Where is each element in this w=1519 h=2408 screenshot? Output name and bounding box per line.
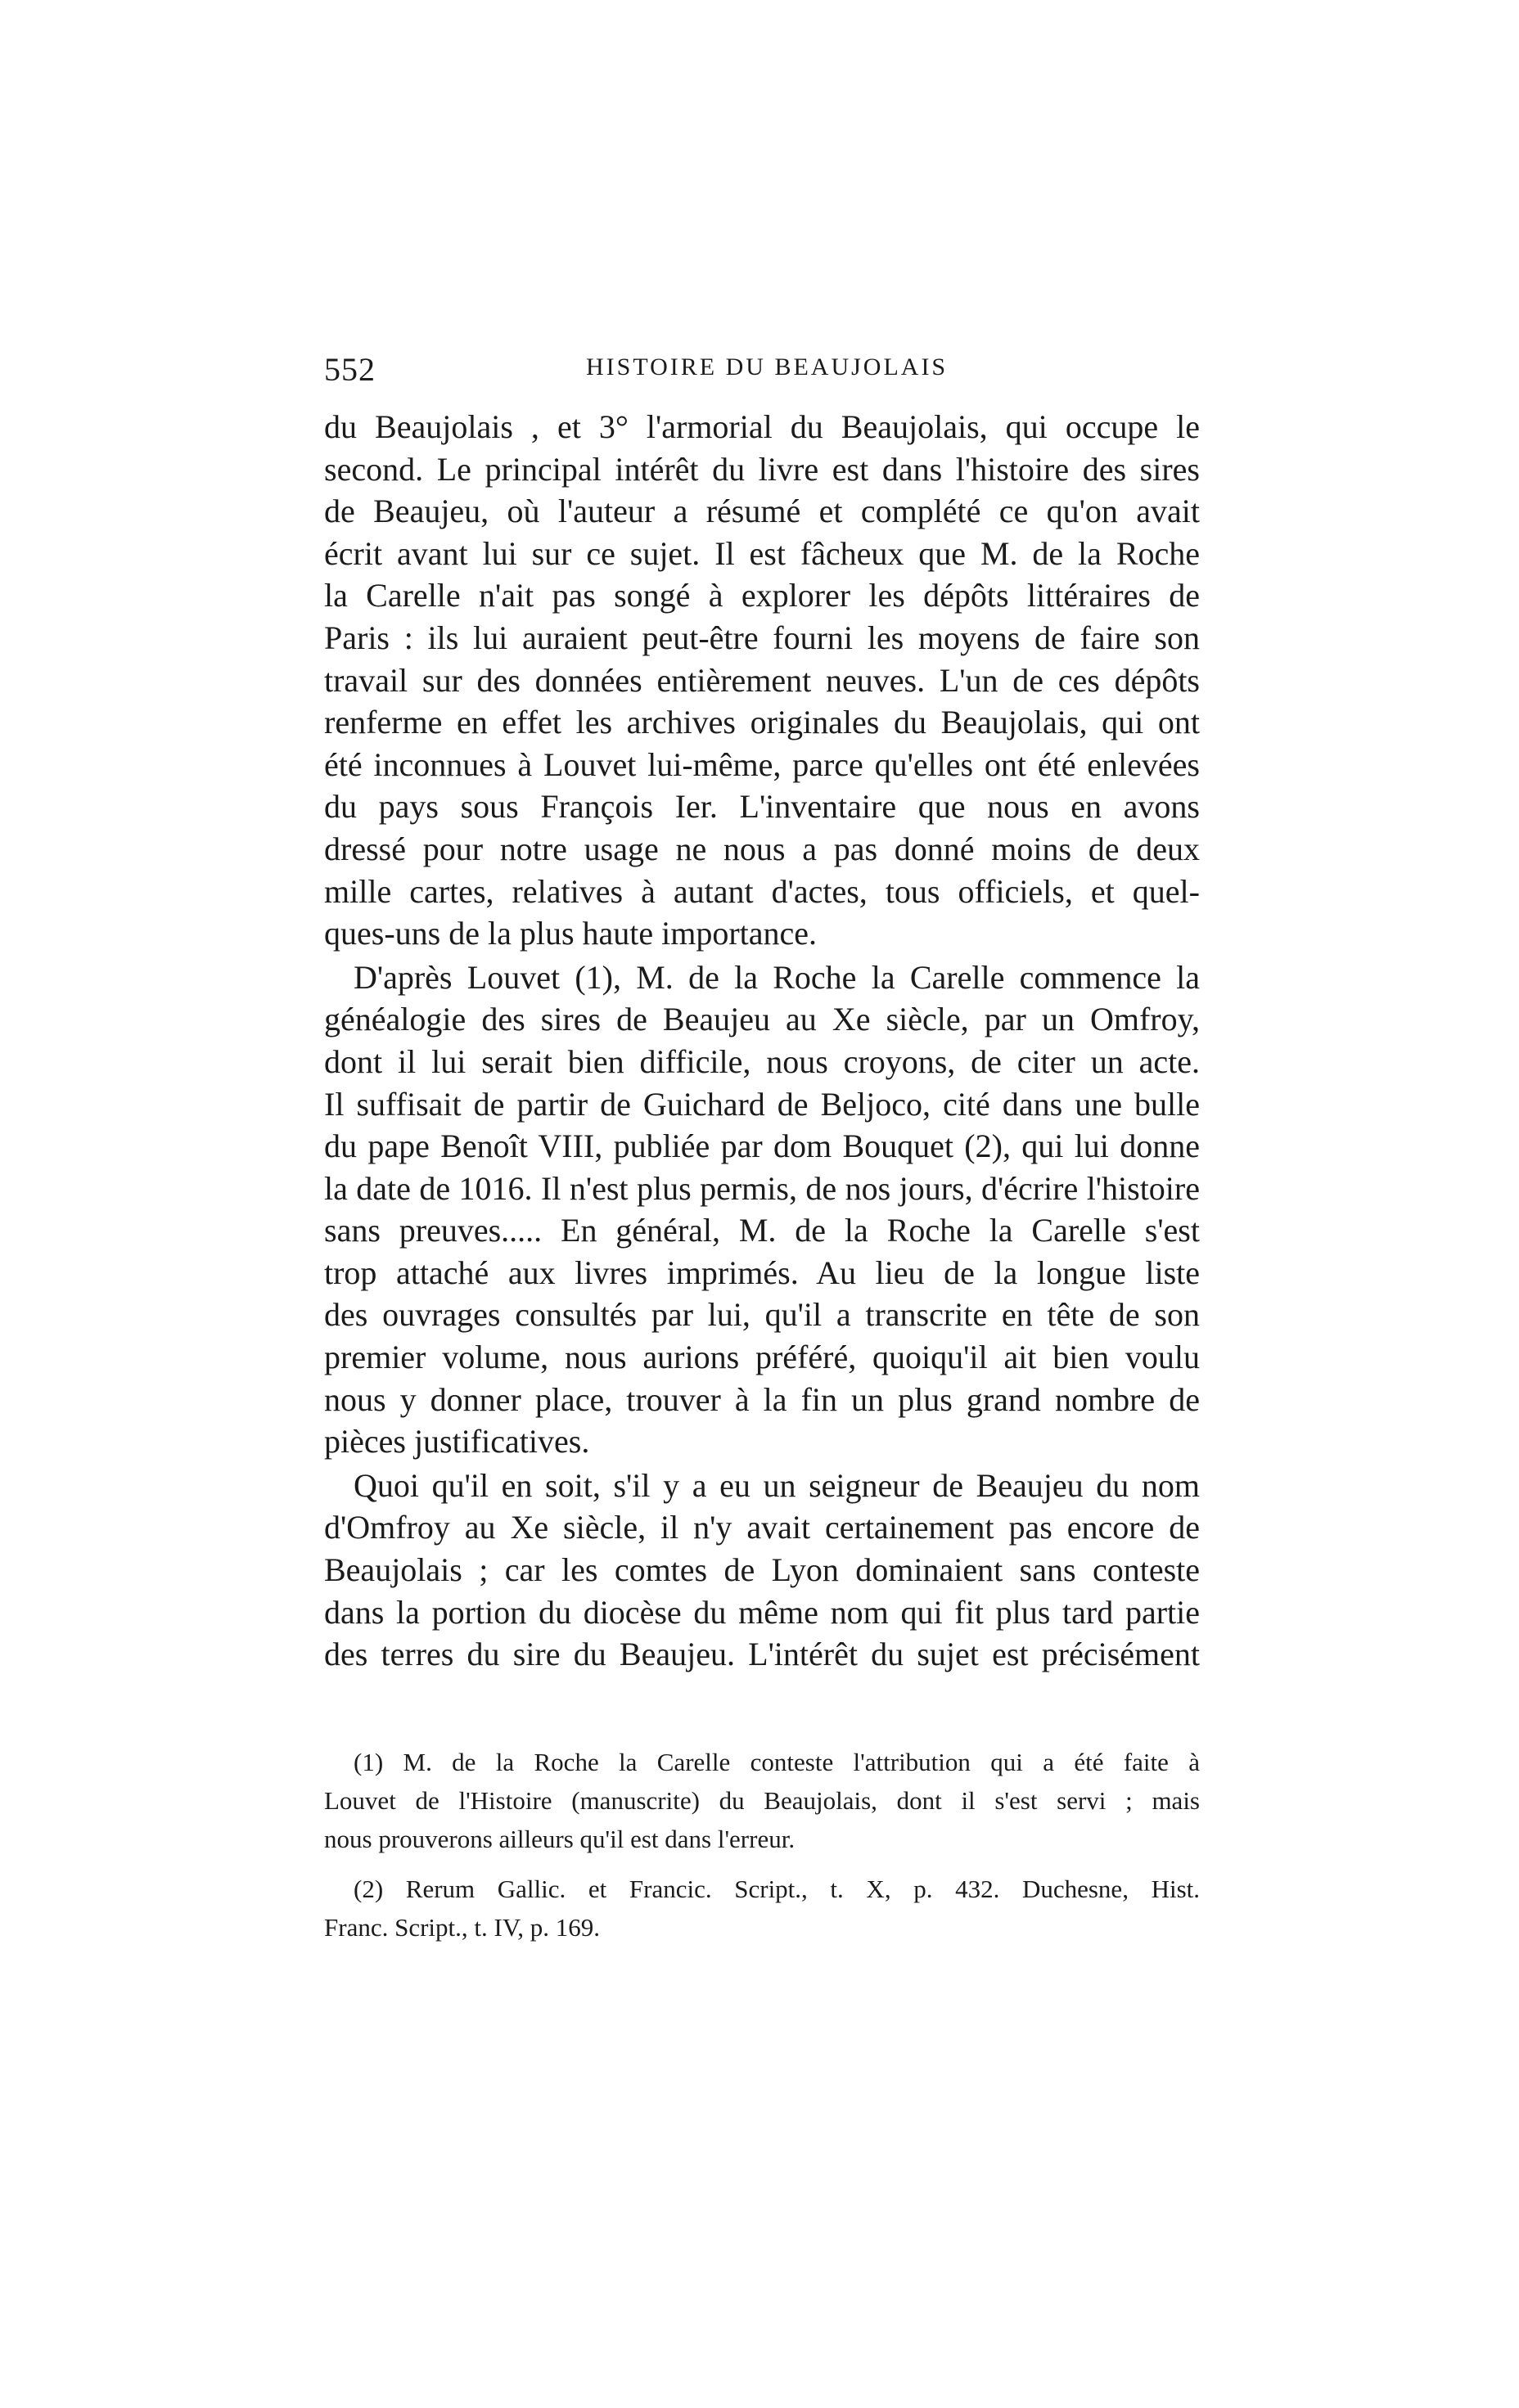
text-line: D'après Louvet (1), M. de la Roche la Carelle commence la <box>354 958 1200 996</box>
footnote-line: Louvet de l'Histoire (manuscrite) du Beaujolais, dont il s'est servi ; mais <box>324 1786 1200 1815</box>
text-line: dans la portion du diocèse du même nom qui fit plus tard partie <box>324 1593 1200 1631</box>
text-line: dressé pour notre usage ne nous a pas donné moins de deux <box>324 830 1200 867</box>
text-line: d'Omfroy au Xe siècle, il n'y avait certainement pas encore de <box>324 1509 1200 1546</box>
footnote <box>324 1743 1200 1858</box>
text-line: des terres du sire du Beaujeu. L'intérêt du sujet est précisément <box>324 1636 1200 1673</box>
text-line: mille cartes, relatives à autant d'actes, tous officiels, et quel- <box>324 872 1200 910</box>
text-line: Beaujolais ; car les comtes de Lyon dominaient sans conteste <box>324 1551 1200 1589</box>
text-line: des ouvrages consultés par lui, qu'il a transcrite en tête de son <box>324 1296 1200 1334</box>
text-line: du pays sous François Ier. L'inventaire que nous en avons <box>324 788 1200 826</box>
text-line: sans preuves..... En général, M. de la Roche la Carelle s'est <box>324 1212 1200 1249</box>
footnote-line: nous prouverons ailleurs qu'il est dans l'erreur. <box>324 1825 796 1853</box>
text-line: écrit avant lui sur ce sujet. Il est fâcheux que M. de la Roche <box>324 534 1200 572</box>
text-line: du Beaujolais , et 3° l'armorial du Beaujolais, qui occupe le <box>324 408 1200 445</box>
paragraph <box>324 1465 1200 1676</box>
text-line: de Beaujeu, où l'auteur a résumé et complété ce qu'on avait <box>324 493 1200 530</box>
footnote-line: (1) M. de la Roche la Carelle conteste l'attribution qui a été faite à <box>354 1748 1200 1776</box>
text-line: la date de 1016. Il n'est plus permis, de nos jours, d'écrire l'histoire <box>324 1169 1200 1207</box>
text-line: été inconnues à Louvet lui-même, parce qu'elles ont été enlevées <box>324 745 1200 783</box>
footnote-line: Franc. Script., t. IV, p. 169. <box>324 1913 600 1942</box>
paragraph <box>324 956 1200 1463</box>
running-title: HISTOIRE DU BEAUJOLAIS <box>586 353 949 380</box>
text-line: Quoi qu'il en soit, s'il y a eu un seigneur de Beaujeu du nom <box>354 1466 1200 1504</box>
text-line: dont il lui serait bien difficile, nous croyons, de citer un acte. <box>324 1042 1200 1080</box>
footnote <box>324 1870 1200 1947</box>
text-line: du pape Benoît VIII, publiée par dom Bouquet (2), qui lui donne <box>324 1127 1200 1165</box>
footnote-line: (2) Rerum Gallic. et Francic. Script., t. X, p. 432. Duchesne, Hist. <box>354 1875 1200 1903</box>
text-line: Il suffisait de partir de Guichard de Beljoco, cité dans une bulle <box>324 1085 1200 1123</box>
text-line: généalogie des sires de Beaujeu au Xe siècle, par un Omfroy, <box>324 1001 1200 1038</box>
text-line: Paris : ils lui auraient peut-être fourni les moyens de faire son <box>324 619 1200 656</box>
text-line: renferme en effet les archives originales du Beaujolais, qui ont <box>324 704 1200 741</box>
text-line: premier volume, nous aurions préféré, quoiqu'il ait bien voulu <box>324 1339 1200 1376</box>
body-text <box>324 406 1200 1676</box>
page-number: 552 <box>324 351 376 388</box>
footnotes <box>324 1743 1200 1947</box>
text-line: pièces justificatives. <box>324 1423 590 1461</box>
text-line: nous y donner place, trouver à la fin un plus grand nombre de <box>324 1380 1200 1418</box>
text-line: second. Le principal intérêt du livre est dans l'histoire des sires <box>324 450 1200 488</box>
text-line: la Carelle n'ait pas songé à explorer les dépôts littéraires de <box>324 577 1200 614</box>
text-line: trop attaché aux livres imprimés. Au lieu de la longue liste <box>324 1254 1200 1291</box>
text-line: travail sur des données entièrement neuves. L'un de ces dépôts <box>324 661 1200 699</box>
page-header <box>324 350 1200 399</box>
text-line: ques-uns de la plus haute importance. <box>324 915 818 952</box>
paragraph <box>324 406 1200 955</box>
